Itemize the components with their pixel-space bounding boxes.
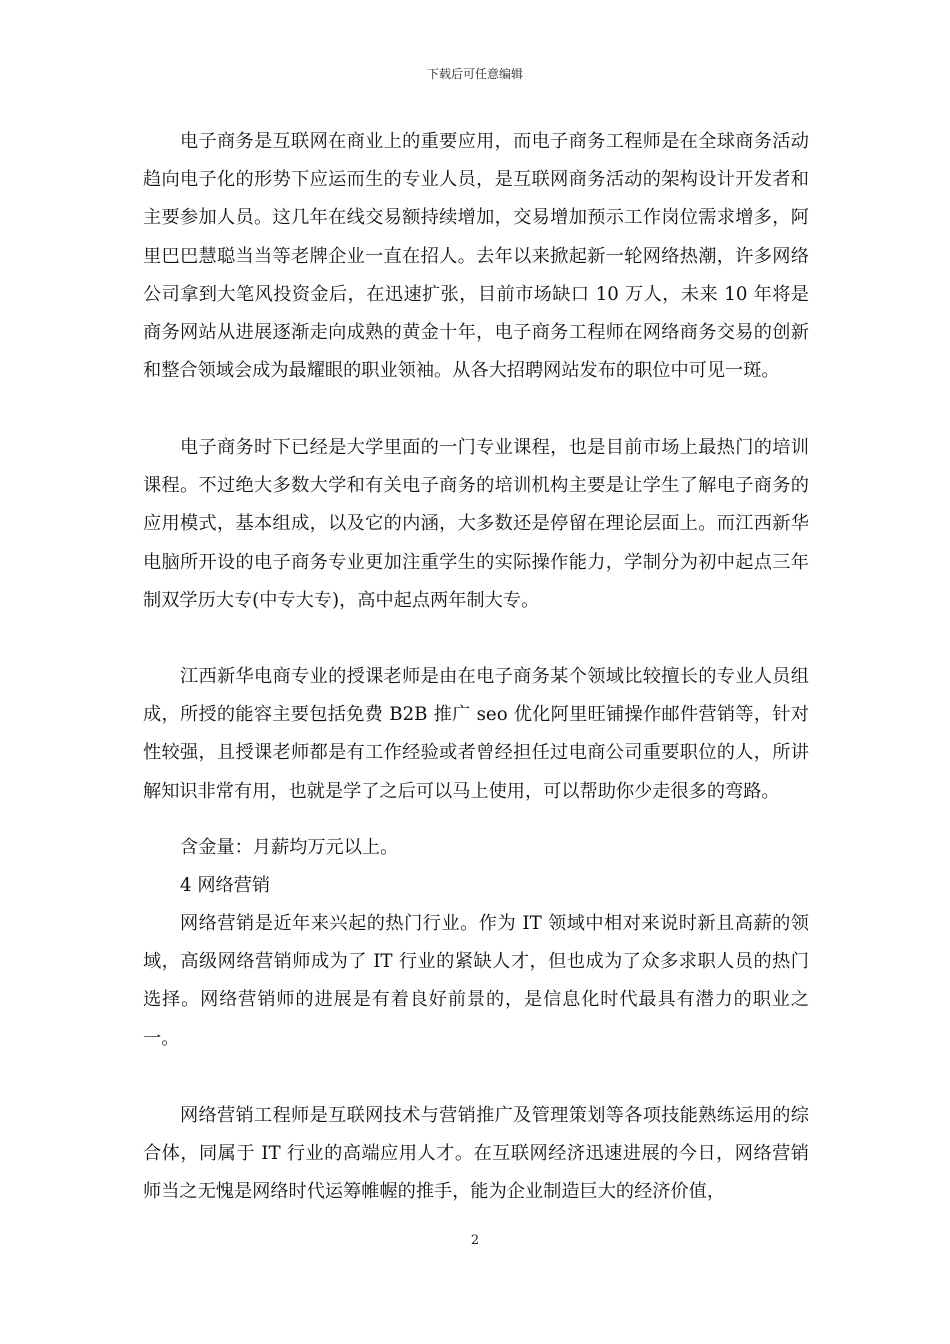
paragraph-salary: 含金量：月薪均万元以上。	[180, 837, 399, 858]
section-heading-network-marketing: 4 网络营销	[180, 875, 271, 896]
page-header: 下载后可任意编辑	[426, 67, 523, 81]
paragraph-network-marketing-intro: 网络营销是近年来兴起的热门行业。作为 IT 领域中相对来说时新且高薪的领域，高级网络营销师成为了 IT 行业的紧缺人才，但也成为了众多求职人员的热门选择。网络营销师的进展是有着良好前景的，是信息化时代最具有潜力的职业之一。	[143, 913, 809, 1049]
paragraph-ecommerce-intro: 电子商务是互联网在商业上的重要应用，而电子商务工程师是在全球商务活动趋向电子化的形势下应运而生的专业人员，是互联网商务活动的架构设计开发者和主要参加人员。这几年在线交易额持续增加，交易增加预示工作岗位需求增多，阿里巴巴慧聪当当等老牌企业一直在招人。去年以来掀起新一轮网络热潮，许多网络公司拿到大笔风投资金后，在迅速扩张，目前市场缺口 10 万人，未来 10 年将是商务网站从进展逐渐走向成熟的黄金十年，电子商务工程师在网络商务交易的创新和整合领域会成为最耀眼的职业领袖。从各大招聘网站发布的职位中可见一斑。	[143, 131, 809, 382]
page-number: 2	[470, 1233, 480, 1248]
paragraph-ecommerce-course: 电子商务时下已经是大学里面的一门专业课程，也是目前市场上最热门的培训课程。不过绝大多数大学和有关电子商务的培训机构主要是让学生了解电子商务的应用模式，基本组成，以及它的内涵，大多数还是停留在理论层面上。而江西新华电脑所开设的电子商务专业更加注重学生的实际操作能力，学制分为初中起点三年制双学历大专(中专大专)，高中起点两年制大专。	[143, 437, 809, 611]
paragraph-network-marketing-engineer: 网络营销工程师是互联网技术与营销推广及管理策划等各项技能熟练运用的综合体，同属于 IT 行业的高端应用人才。在互联网经济迅速进展的今日，网络营销师当之无愧是网络时代运筹帷幄的推手，能为企业制造巨大的经济价值，	[143, 1105, 809, 1203]
paragraph-ecommerce-teachers: 江西新华电商专业的授课老师是由在电子商务某个领域比较擅长的专业人员组成，所授的能容主要包括免费 B2B 推广 seo 优化阿里旺铺操作邮件营销等，针对性较强，且授课老师都是有工作经验或者曾经担任过电商公司重要职位的人，所讲解知识非常有用，也就是学了之后可以马上使用，可以帮助你少走很多的弯路。	[143, 666, 809, 802]
